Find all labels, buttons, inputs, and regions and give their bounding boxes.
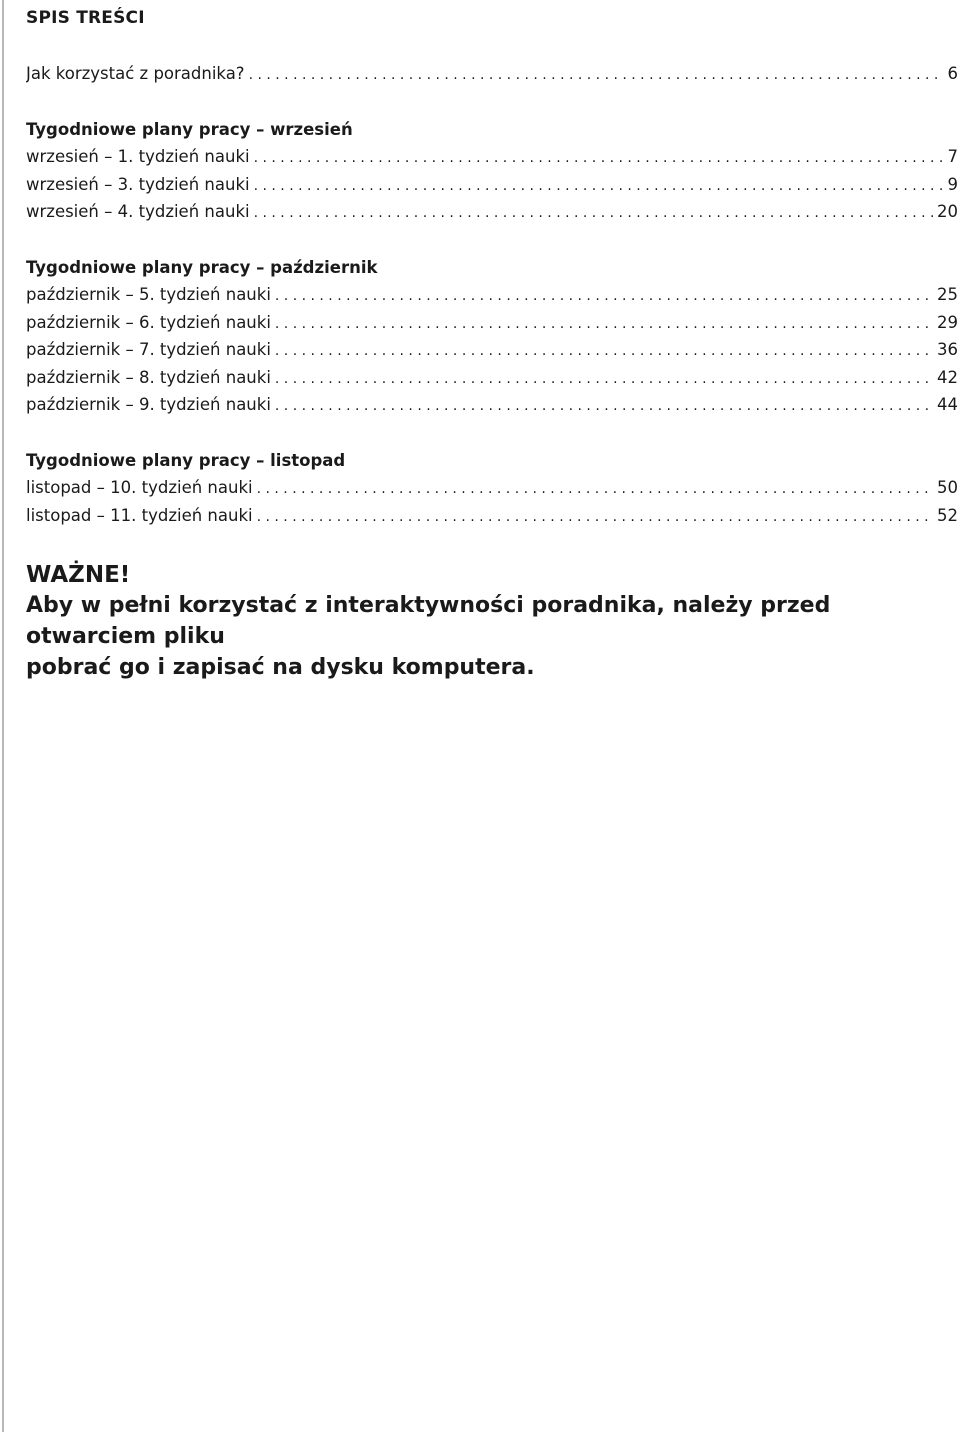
toc-entry-label: październik – 8. tydzień nauki [26,367,271,387]
toc-entry-label: październik – 9. tydzień nauki [26,395,271,414]
section-heading-listopad: Tygodniowe plany pracy – listopad [26,450,346,470]
toc-dot-leader [275,366,933,392]
toc-dot-leader [257,476,933,502]
toc-entry-page: 50 [937,478,958,497]
toc-entry-label: listopad – 11. tydzień nauki [26,505,253,525]
toc-entry-label: październik – 6. tydzień nauki [26,312,271,332]
toc-entry-pazdziernik-5[interactable] [26,281,958,309]
toc-title: SPIS TREŚCI [26,8,145,28]
toc-entry-page: 6 [947,64,958,83]
section-heading-pazdziernik: Tygodniowe plany pracy – październik [26,257,378,277]
toc-entry-listopad-11[interactable] [26,502,958,530]
toc-dot-leader [275,393,933,419]
toc-list [26,60,958,529]
section-gap [26,419,958,447]
toc-dot-leader [275,311,933,337]
notice-text-line-1: Aby w pełni korzystać z interaktywności poradnika, należy przed otwarciem pliku [26,593,831,649]
toc-entry-wrzesien-3[interactable] [26,171,958,199]
important-notice [26,560,958,683]
toc-entry-label: wrzesień – 4. tydzień nauki [26,202,250,221]
toc-dot-leader [275,338,933,364]
notice-text-line-2: pobrać go i zapisać na dysku komputera. [26,655,535,680]
toc-entry-page: 52 [937,505,958,525]
toc-entry-wrzesien-4[interactable] [26,198,958,226]
section-heading-wrzesien: Tygodniowe plany pracy – wrzesień [26,119,353,139]
toc-entry-label: wrzesień – 1. tydzień nauki [26,147,250,166]
toc-entry-pazdziernik-7[interactable] [26,336,958,364]
toc-entry-label: październik – 5. tydzień nauki [26,285,271,304]
toc-entry-pazdziernik-8[interactable] [26,364,958,392]
toc-dot-leader [254,173,944,199]
toc-entry-label: listopad – 10. tydzień nauki [26,478,253,497]
toc-entry-page: 9 [947,174,958,194]
toc-entry-label: październik – 7. tydzień nauki [26,340,271,359]
toc-dot-leader [254,200,933,226]
toc-entry-listopad-10[interactable] [26,474,958,502]
section-gap [26,88,958,116]
toc-entry-page: 44 [937,395,958,414]
toc-entry-page: 29 [937,312,958,332]
toc-entry-page: 42 [937,367,958,387]
toc-entry-page: 20 [937,202,958,221]
toc-entry-page: 7 [947,147,958,166]
toc-dot-leader [257,504,933,530]
toc-entry-label: wrzesień – 3. tydzień nauki [26,174,250,194]
toc-dot-leader [254,145,944,171]
toc-dot-leader [249,62,944,88]
toc-dot-leader [275,283,933,309]
notice-title: WAŻNE! [26,562,131,588]
toc-entry-wrzesien-1[interactable] [26,143,958,171]
toc-entry-page: 36 [937,340,958,359]
toc-entry-label: Jak korzystać z poradnika? [26,64,245,83]
toc-entry-intro[interactable] [26,60,958,88]
toc-entry-pazdziernik-9[interactable] [26,391,958,419]
toc-entry-pazdziernik-6[interactable] [26,309,958,337]
toc-entry-page: 25 [937,285,958,304]
section-gap [26,226,958,254]
page-left-border [2,0,4,1432]
